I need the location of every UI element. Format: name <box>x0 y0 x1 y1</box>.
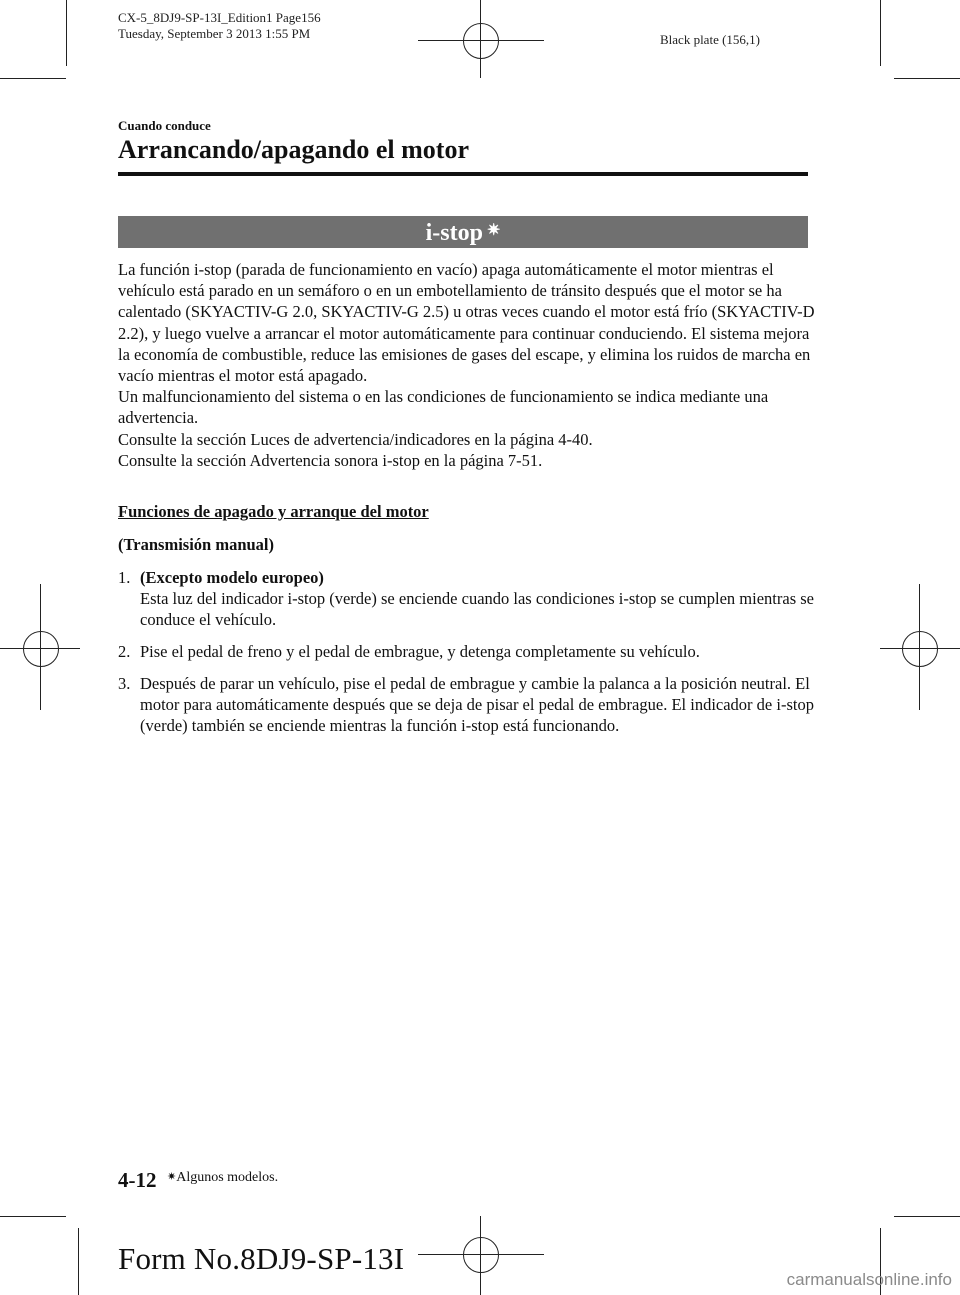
step-label: (Excepto modelo europeo) <box>140 568 324 587</box>
asterisk-icon: ✷ <box>486 222 501 239</box>
asterisk-icon: ✷ <box>167 1171 177 1183</box>
print-meta-file: CX-5_8DJ9-SP-13I_Edition1 Page156 <box>118 10 321 25</box>
print-meta-plate: Black plate (156,1) <box>660 32 760 47</box>
title-rule <box>118 172 808 176</box>
paragraph: La función i-stop (parada de funcionamiento en vacío) apaga automáticamente el motor mientras el vehículo está parado en un semáforo o en un embotellamiento de tránsito después que el motor se ha calentado (SKYACTIV-G 2.0, SKYACTIV-G 2.5) u otras veces cuando el motor está frío (SKYACTIV-D 2.2), y luego vuelve a arrancar el motor automáticamente para continuar conduciendo. El sistema mejora la economía de combustible, reduce las emisiones de gases del escape, y elimina los ruidos de marcha en vacío mientras el motor está apagado. <box>118 260 815 386</box>
istop-banner <box>118 216 808 248</box>
step-number: 2. <box>118 642 131 661</box>
paragraph: Consulte la sección Luces de advertencia/indicadores en la página 4-40. <box>118 429 593 449</box>
intro-text <box>118 259 818 471</box>
section-label: Cuando conduce <box>118 118 211 133</box>
step-text: Esta luz del indicador i-stop (verde) se enciende cuando las condiciones i-stop se cumplen mientras se conduce el vehículo. <box>140 589 814 630</box>
page-number: 4-12 <box>118 1168 157 1192</box>
paragraph: Un malfuncionamiento del sistema o en las condiciones de funcionamiento se indica mediante una advertencia. <box>118 387 769 428</box>
step-text: Después de parar un vehículo, pise el pedal de embrague y cambie la palanca a la posición neutral. El motor para automáticamente después que se deja de pisar el pedal de embrague. El indicador de i-stop (verde) también se enciende mientras la función i-stop está funcionando. <box>140 674 814 736</box>
footnote <box>167 1170 278 1186</box>
banner-title: i-stop <box>425 220 483 246</box>
step-text: Pise el pedal de freno y el pedal de embrague, y detenga completamente su vehículo. <box>140 642 700 661</box>
print-meta-date: Tuesday, September 3 2013 1:55 PM <box>118 26 311 41</box>
footnote-text: Algunos modelos. <box>176 1170 279 1185</box>
form-number: Form No.8DJ9-SP-13I <box>118 1241 405 1276</box>
watermark: carmanualsonline.info <box>786 1270 952 1289</box>
step-item <box>118 673 818 737</box>
functions-heading: Funciones de apagado y arranque del motor <box>118 502 429 521</box>
step-item <box>118 567 818 631</box>
step-item <box>118 641 818 662</box>
step-number: 3. <box>118 674 131 693</box>
transmission-heading: (Transmisión manual) <box>118 535 275 554</box>
section-title: Arrancando/apagando el motor <box>118 135 469 164</box>
paragraph: Consulte la sección Advertencia sonora i-stop en la página 7-51. <box>118 450 543 470</box>
step-number: 1. <box>118 568 131 587</box>
